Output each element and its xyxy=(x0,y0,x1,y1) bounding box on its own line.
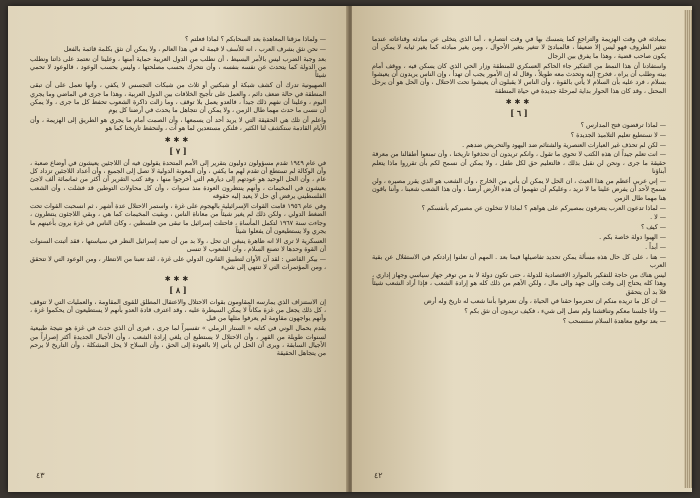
dialogue-line: — ان كل ما تريده منكم ان تحترموا حقنا في الحياة ، وأن تعترفوا بأننا شعب له تاريخ وله أرض xyxy=(423,298,666,306)
paragraph: العسكرية لا ترى الا انه ظاهرة ينبغي ان تحل ، ولا بد من أن تعيد إسرائيل النظر في سياستها ، فقد أثبتت السنوات أن القوة وحدها لا تصنع السلام ، وأن الشعوب لا تنسى xyxy=(30,237,326,254)
dialogue-line: — إني عربي أعظم من هذا العبث ، ان الحل لا يمكن أن يأتي من الخارج ، وأن الشعب هو الذي يقرر مصيره ، ولن نسمح لأحد أن يفرض علينا ما لا نريد ، وعليكم أن تفهموا أن هذه الأرض أرضنا ، وأن هذا الشعب شعبنا ، وأننا باقون هنا مهما طال الزمن xyxy=(372,177,666,202)
dialogue-line: — هنا ، على كل حال هذه مسألة يمكن تحديد تفاصيلها فيما بعد . المهم أن تعلنوا إرادتكم في الاستقلال عن بقية العرب xyxy=(372,253,666,270)
dialogue-line: — لماذا ترفضون فتح المدارس ؟ xyxy=(580,121,666,129)
paragraph: ليس هناك من حاجة للتفكير بالموارد الاقتصادية للدولة ، حتى تكون دولة لا بد من توفر جهاز سياسي وجهاز إداري ، وهذا كله يحتاج إلى وقت وإلى جهد وإلى مال ، ولكن الأهم من ذلك كله هو إرادة الشعب ، فإذا أراد الشعب شيئاً فلا بد أن يتحقق xyxy=(372,271,666,296)
section-number: [ ٧ ] xyxy=(169,145,187,156)
section-ornament: ✱✱✱ xyxy=(164,274,192,283)
right-page-text xyxy=(372,36,666,458)
paragraph: إن الاستنزاف الذي يمارسه المقاومون بقوات الاحتلال والاعتقال المطلق للقوى المقاومة ، والعمليات التي لا تتوقف ، كل ذلك يجعل من غزة مكاناً لا يمكن السيطرة عليه ، وقد اعترف قادة العدو بأنهم لا يستطيعون أن يحكموا غزة ، وأنهم يواجهون مقاومة لم يعرفوا مثلها من قبل xyxy=(30,298,326,323)
book-spread xyxy=(8,6,692,492)
paragraph: في عام ١٩٤٩ تقدم مسؤولون دوليون بتقرير إلى الأمم المتحدة يقولون فيه أن اللاجئين يعيشون في أوضاع صعبة ، وأن الوكالة لم تستطع أن تقدم لهم ما يكفي ، وأن المعونة الدولية لا تصل إلى الجميع ، وأن أعداد اللاجئين تزداد كل عام ، وأن الحل الوحيد هو عودتهم إلى ديارهم التي أخرجوا منها ، وقد كتب التقرير أن أكثر من ثمانمائة ألف لاجئ يعيشون في المخيمات ، وأنهم ينتظرون العودة منذ سنوات ، وأن كل محاولات التوطين قد فشلت ، وأن الشعب الفلسطيني يرفض أي حل لا يعيد إليه حقوقه xyxy=(30,159,326,201)
paragraph: يقدم بحمال الوني في كتابه « الستار الرملي » تفسيراً لما جرى ، فيرى أن الذي حدث في غزة هو نتيجة طبيعية لسنوات طويلة من القهر ، وأن الاحتلال لا يستطيع أن يلغي إرادة الشعب ، وأن الأجيال الجديدة أكثر إصراراً من الأجيال السابقة ، ويرى أن الحل لن يأتي إلا بالعودة إلى الحق ، وأن السلاح لا يحل المشكلة ، وأن التاريخ لا يرحم من يتجاهل الحقيقة xyxy=(30,325,326,358)
paragraph: الصهيونية تدرك أن كشف شبكة أو شبكتين أو ثلاث من شبكات التجسس لا يكفي ، وأنها تعمل على أن تبقى المنطقة في حالة ضعف دائم ، والعمل على تأجيج الخلافات بين الدول العربية ، وهذا ما جرى في الماضي وما يجري اليوم ، وعلينا أن نفهم ذلك جيداً ، فالعدو يعمل بلا توقف ، وما زالت ذاكرة الشعوب تحفظ كل ما جرى ، ولا يمكن أن ننسى ما حدث مهما طال الزمن ، ولا يمكن أن نتجاهل ما يحدث في أرضنا كل يوم xyxy=(30,82,326,115)
paragraph: بعد وجبة الضرب ليس بالأمر البسيط ، أن نطلب من الدول العربية حماية أمنها ، وعلينا أن نعتمد على ذاتنا ونطلب من الدولة كما يتحدث عن نفسه بنفسه ، وأن نتحرك بحسب مصلحتها ، وليس بحسب الوعود ، فالوعود لا تحمي شيئاً xyxy=(30,55,326,80)
section-number: [ ٨ ] xyxy=(169,284,187,295)
dialogue-line: — بعد توقيع معاهدة السلام ستنسحب ؟ xyxy=(562,318,666,326)
paragraph: واستفادنا أن هذا النمط من التفكير جاء الحاكم العسكري للمنطقة وزار الحي الذي كان يسكن فيه ، ووقف أمام بيته وطلب أن يراه ، فخرج إليه وتحدث معه طويلاً ، وقال له إن الأمور يجب أن تهدأ ، وإن الناس يريدون أن يعيشوا بسلام ، فرد عليه بأن السلام لا يأتي بالقوة ، وأن الناس لا يقبلون أن يعيشوا تحت الاحتلال ، وأن الحل هو أن يرحل المحتل ، وقد كان هذا الحوار بداية لمرحلة جديدة في حياة المنطقة xyxy=(372,62,666,95)
page-number: ٤٢ xyxy=(374,471,383,480)
section-ornament: ✱✱✱ xyxy=(164,135,192,144)
paragraph: بمبادئه في وقت الهزيمة والتراجع كما يتمسك بها في وقت انتصاره ، أما الذي يتخلى عن مبادئه وقناعاته عندما تتغير الظروف فهو ليس إلا ضعيفاً ، فالمبادئ لا تتغير بتغير الأحوال ، ومن يغير مبادئه كما يغير ثيابه لا يمكن أن يكون صاحب قضية ، وهذا ما يفرق بين الرجال xyxy=(372,36,666,60)
dialogue-line: — لا . xyxy=(650,214,666,222)
left-page xyxy=(8,6,348,492)
paragraph: — نحن نثق بشرف العرب ، انه للأسف لا قيمة له في هذا العالم ، ولا يمكن أن نثق بكلمة قائمة بالفعل xyxy=(63,45,326,53)
dialogue-line: — لا نستطيع تعليم التلاميذ الجديدة ؟ xyxy=(570,131,666,139)
section-number: [ ٦ ] xyxy=(510,107,528,118)
dialogue-line: — لكن لم تحذف غير العبارات العنصرية والشتائم ضد اليهود والتحريض ضدهم . xyxy=(462,141,666,149)
paragraph: — بيكر القاضي : لقد آن الأوان لتطبيق القانون الدولي على غزة ، لقد تعبنا من الانتظار ، ومن الوعود التي لا تتحقق ، ومن المؤتمرات التي لا تنتهي إلى شيء xyxy=(30,256,326,272)
paragraph: — ولماذا مزقنا المعاهدة بعد السحابكم ؟ لماذا فعلتم ؟ xyxy=(185,36,326,43)
dialogue-line: — الهبوا دولة خاصة بكم . xyxy=(599,234,666,242)
dialogue-line: — انت تعلم جيداً ان هذه الكتب لا تحوي ما تقول ، وانكم تريدون أن تحذفوا تاريخنا ، وأن تمنعوا أطفالنا من معرفة حقيقة ما جرى ، ونحن لن نقبل بذلك ، فالتعليم حق لكل طفل ، ولا يمكن أن نسمح لكم بأن تقرروا ماذا يتعلم أبناؤنا xyxy=(372,151,666,176)
dialogue-line: — لماذا تدعون العرب يتعرفون بمصيركم على هواهم ؟ لماذا لا تتخلون عن مصيركم بأنفسكم ؟ xyxy=(421,204,666,212)
left-page-text xyxy=(30,36,326,458)
page-number: ٤٣ xyxy=(36,471,45,480)
right-page xyxy=(352,6,692,492)
dialogue-line: — كيف ؟ xyxy=(640,224,666,232)
page-edges xyxy=(684,10,692,488)
dialogue-line: — أبداً . xyxy=(645,243,666,251)
dialogue-line: — وانا جلسنا معكم وتناقشنا ولم نصل إلى شيء ، فكيف تريدون أن نثق بكم ؟ xyxy=(464,308,666,316)
paragraph: وفي عام ١٩٥٦ قامت القوات الإسرائيلية بالهجوم على غزة ، واستمر الاحتلال عدة أشهر ، ثم انسحبت القوات تحت الضغط الدولي ، ولكن ذلك لم يغير شيئاً من معاناة الناس ، وبقيت المخيمات كما هي ، وبقي اللاجئون ينتظرون ، وجاءت سنة ١٩٦٧ لتكمل المأساة ، فاحتلت إسرائيل ما تبقى من فلسطين ، وكان الناس في غزة يرون بأعينهم ما يجري ولا يستطيعون أن يفعلوا شيئاً xyxy=(30,203,326,236)
paragraph: واعلم أن تلك هي الحقيقة التي لا يريد أحد أن يسمعها ، وأن الصمت أمام ما يجري هو الطريق إلى الهزيمة ، وأن الأيام القادمة ستكشف لنا الكثير ، فلنكن مستعدين لما هو آت ، ولنحفظ تاريخنا كما هو xyxy=(30,117,326,133)
section-ornament: ✱✱✱ xyxy=(505,97,533,106)
